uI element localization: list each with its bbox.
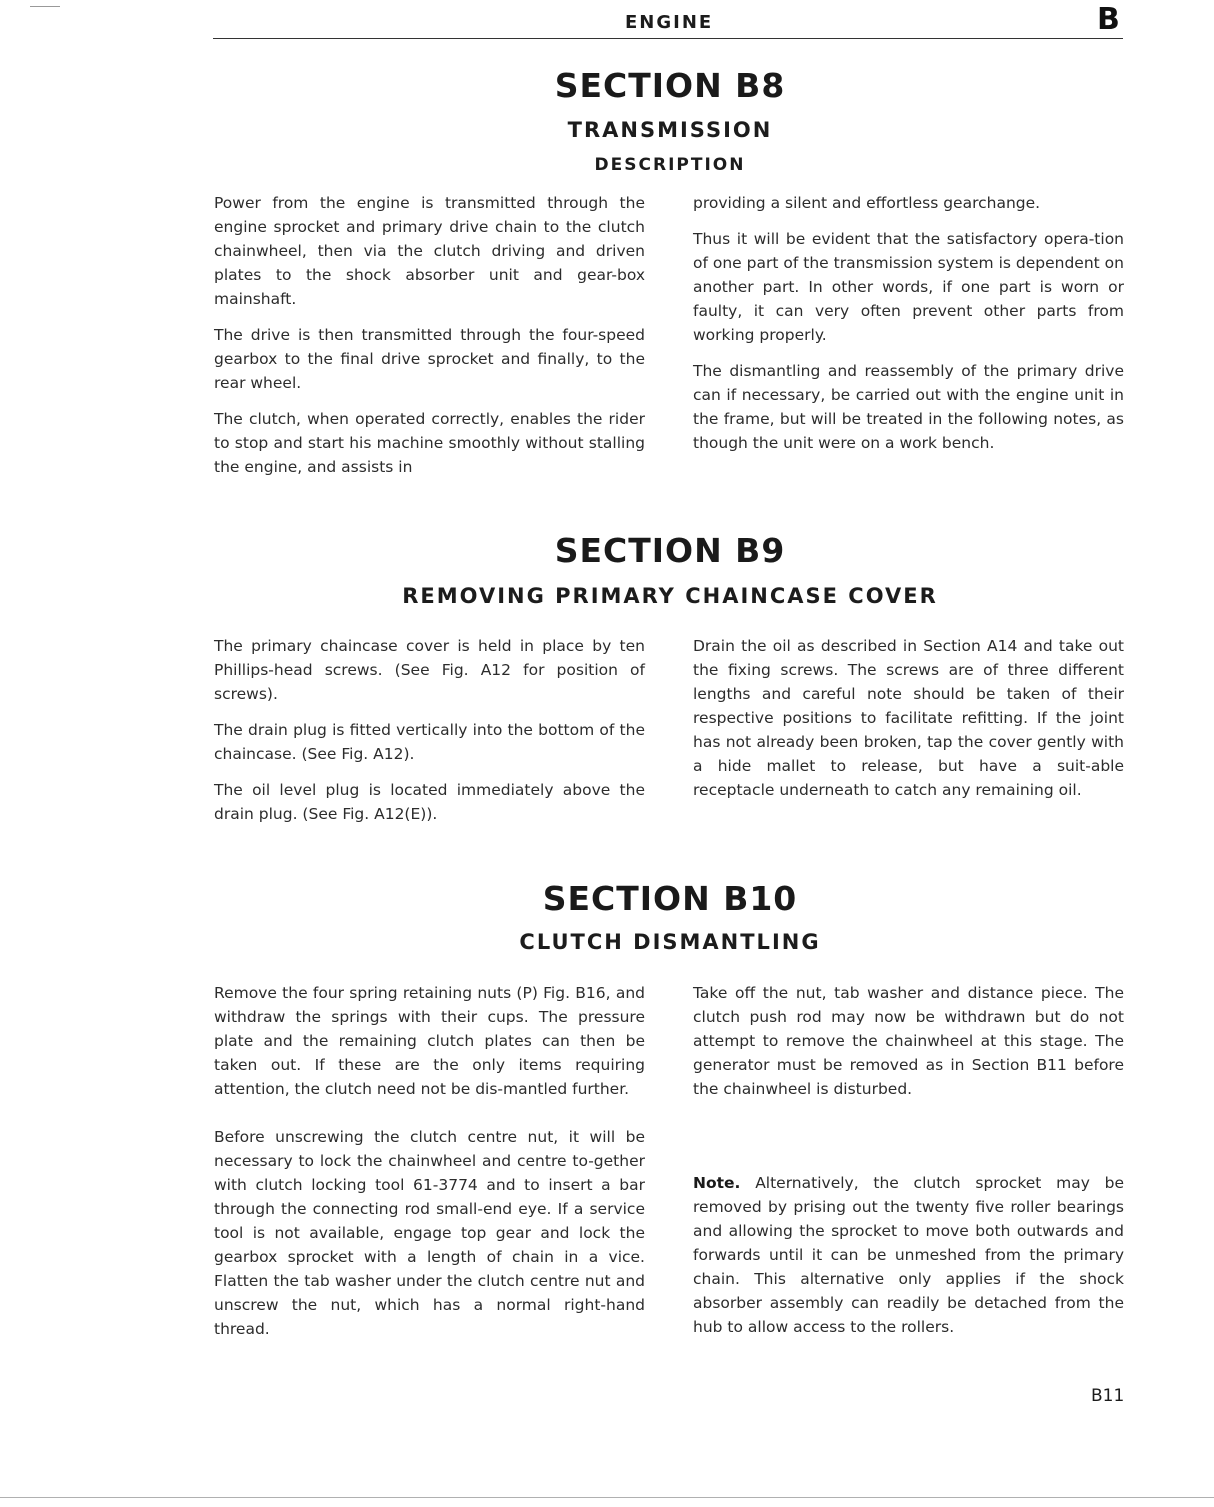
section-b9-right-column bbox=[693, 634, 1124, 814]
note-paragraph bbox=[693, 1171, 1124, 1339]
section-b10-subtitle: CLUTCH DISMANTLING bbox=[519, 930, 821, 954]
section-b8-subtitle: TRANSMISSION bbox=[567, 118, 773, 142]
section-letter: B bbox=[1097, 2, 1120, 37]
section-b8-subheading: DESCRIPTION bbox=[594, 155, 746, 175]
section-b9-title: SECTION B9 bbox=[554, 531, 786, 570]
section-b8-title: SECTION B8 bbox=[554, 66, 786, 105]
paragraph: Power from the engine is transmitted through the engine sprocket and primary drive chain to the clutch chainwheel, then via the clutch driving and driven plates to the shock absorber unit and gear-box mainshaft. bbox=[214, 194, 645, 308]
section-b9-subtitle: REMOVING PRIMARY CHAINCASE COVER bbox=[402, 584, 938, 608]
paragraph: Take off the nut, tab washer and distance piece. The clutch push rod may now be withdrawn but do not attempt to remove the chainwheel at this stage. The generator must be removed as in Section B11 before the chainwheel is disturbed. bbox=[693, 984, 1124, 1098]
paragraph: Before unscrewing the clutch centre nut, it will be necessary to lock the chainwheel and centre to-gether with clutch locking tool 61-3774 and to insert a bar through the connecting rod small-end eye. If a service tool is not available, engage top gear and lock the gearbox sprocket with a length of chain in a vice. Flatten the tab washer under the clutch centre nut and unscrew the nut, which has a normal right-hand thread. bbox=[214, 1128, 645, 1338]
paragraph: Drain the oil as described in Section A14 and take out the fixing screws. The screws are of three different lengths and careful note should be taken of their respective positions to facilitate refitting. If the joint has not already been broken, tap the cover gently with a hide mallet to release, but have a suit-able receptacle underneath to catch any remaining oil. bbox=[693, 637, 1124, 799]
section-b10-left-column bbox=[214, 981, 645, 1353]
page-number: B11 bbox=[1091, 1386, 1125, 1406]
section-b8-right-column bbox=[693, 191, 1124, 467]
paragraph: The oil level plug is located immediately above the drain plug. (See Fig. A12(E)). bbox=[214, 781, 645, 823]
note-text: Alternatively, the clutch sprocket may be removed by prising out the twenty five roller bearings and allowing the sprocket to move both outwards and forwards until it can be unmeshed from the primary chain. This alternative only applies if the shock absorber assembly can readily be detached from the hub to allow access to the rollers. bbox=[693, 1174, 1124, 1336]
paragraph: The dismantling and reassembly of the primary drive can if necessary, be carried out with the engine unit in the frame, but will be treated in the following notes, as though the unit were on a work bench. bbox=[693, 362, 1124, 452]
scan-mark bbox=[30, 6, 60, 7]
section-b10-title: SECTION B10 bbox=[542, 879, 798, 918]
header-rule bbox=[213, 38, 1123, 39]
section-b10-right-column bbox=[693, 981, 1124, 1113]
paragraph: The drive is then transmitted through the four-speed gearbox to the final drive sprocket and finally, to the rear wheel. bbox=[214, 326, 645, 392]
running-header-title: ENGINE bbox=[625, 12, 714, 33]
paragraph: Remove the four spring retaining nuts (P) Fig. B16, and withdraw the springs with their cups. The pressure plate and the remaining clutch plates can then be taken out. If these are the only items requiring attention, the clutch need not be dis-mantled further. bbox=[214, 984, 645, 1098]
section-b10-note bbox=[693, 1171, 1124, 1351]
paragraph: The clutch, when operated correctly, enables the rider to stop and start his machine smoothly without stalling the engine, and assists in bbox=[214, 410, 645, 476]
paragraph: Thus it will be evident that the satisfactory opera-tion of one part of the transmission system is dependent on another part. In other words, if one part is worn or faulty, it can very often prevent other parts from working properly. bbox=[693, 230, 1124, 344]
paragraph: The primary chaincase cover is held in place by ten Phillips-head screws. (See Fig. A12 for position of screws). bbox=[214, 637, 645, 703]
paragraph: The drain plug is fitted vertically into the bottom of the chaincase. (See Fig. A12). bbox=[214, 721, 645, 763]
section-b9-left-column bbox=[214, 634, 645, 838]
scan-edge-line bbox=[0, 1497, 1214, 1498]
note-label: Note. bbox=[693, 1174, 741, 1192]
paragraph: providing a silent and effortless gearchange. bbox=[693, 194, 1041, 212]
section-b8-left-column bbox=[214, 191, 645, 491]
